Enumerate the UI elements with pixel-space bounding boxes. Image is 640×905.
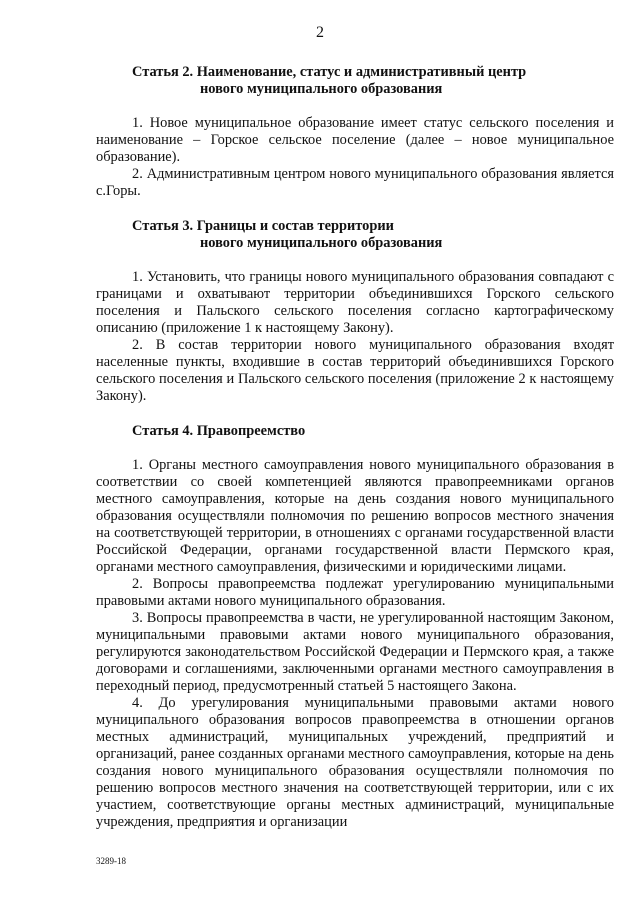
paragraph: 4. До урегулирования муниципальными правовыми актами нового муниципального образования вопросов правопреемства в отношении органов местных администраций, муниципальных учреждений, предприятий и организаций, ранее созданных органами местного самоуправления, которые на день создания нового муниципального образования осуществляли полномочия по решению вопросов местного значения на соответствующей территории, или с их участием, соответствующие органы местных администраций, муниципальные учреждения, предприятия и организации <box>96 695 614 830</box>
heading-line: Статья 2. Наименование, статус и административный центр <box>132 64 527 80</box>
paragraph: 1. Установить, что границы нового муниципального образования совпадают с границами и охватывают территории объединившихся Горского сельского поселения и Пальского сельского поселения согласно картографическому описанию (приложение 1 к настоящему Закону). <box>96 269 614 336</box>
article-2-heading <box>96 64 614 98</box>
heading-line: нового муниципального образования <box>200 81 443 97</box>
document-body <box>96 64 614 831</box>
page-number: 2 <box>316 24 324 41</box>
paragraph: 3. Вопросы правопреемства в части, не урегулированной настоящим Законом, муниципальными правовыми актами нового муниципального образования, регулируются законодательством Российской Федерации и Пермского края, а также договорами и соглашениями, заключенными органами местного самоуправления в переходный период, предусмотренный статьей 5 настоящего Закона. <box>96 610 614 694</box>
article-4-heading <box>96 423 614 440</box>
heading-line: нового муниципального образования <box>200 235 443 251</box>
heading-line: Статья 3. Границы и состав территории <box>132 218 394 234</box>
heading-line: Статья 4. Правопреемство <box>132 423 306 439</box>
paragraph: 1. Органы местного самоуправления нового муниципального образования в соответствии со своей компетенцией являются правопреемниками органов местного самоуправления, которые на день создания нового муниципального образования осуществляли полномочия по решению вопросов местного значения на соответствующей территории, в отношениях с органами государственной власти Российской Федерации, органами государственной власти Пермского края, органами местного самоуправления, физическими и юридическими лицами. <box>96 457 614 575</box>
paragraph: 2. Административным центром нового муниципального образования является с.Горы. <box>96 166 614 199</box>
document-code: 3289-18 <box>96 856 126 866</box>
article-3-heading <box>96 218 614 252</box>
paragraph: 2. Вопросы правопреемства подлежат урегулированию муниципальными правовыми актами нового муниципального образования. <box>96 576 614 609</box>
paragraph: 2. В состав территории нового муниципального образования входят населенные пункты, входившие в состав территорий объединившихся Горского сельского поселения и Пальского сельского поселения (приложение 2 к настоящему Закону). <box>96 337 614 404</box>
paragraph: 1. Новое муниципальное образование имеет статус сельского поселения и наименование – Горское сельское поселение (далее – новое муниципальное образование). <box>96 115 614 165</box>
